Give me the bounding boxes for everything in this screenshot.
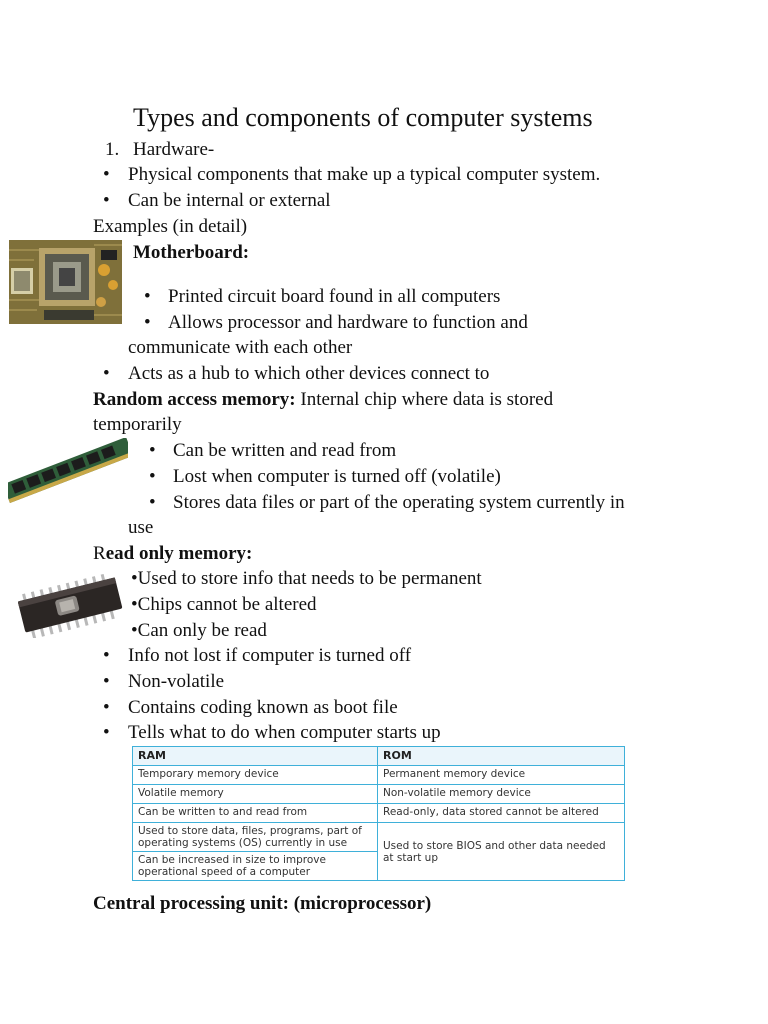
bullet: •	[103, 697, 110, 718]
table-cell: Temporary memory device	[133, 766, 378, 785]
list-item: Can be written and read from	[173, 440, 397, 461]
list-item: Allows processor and hardware to function and	[168, 312, 528, 333]
bullet: •	[103, 190, 110, 211]
table-cell: Read-only, data stored cannot be altered	[378, 804, 625, 823]
list-item: Physical components that make up a typical computer system.	[128, 164, 601, 185]
list-item: •Can only be read	[131, 620, 267, 641]
hardware-heading: Hardware-	[133, 139, 215, 160]
table-cell: Can be written to and read from	[133, 804, 378, 823]
table-row	[133, 785, 625, 804]
rom-heading: Read only memory:	[93, 543, 253, 564]
list-number: 1.	[105, 139, 120, 160]
motherboard-image	[9, 240, 122, 324]
list-item: Stores data files or part of the operating system currently in	[173, 492, 625, 513]
table-cell: Can be increased in size to improve operational speed of a computer	[133, 852, 378, 881]
bullet: •	[144, 312, 151, 333]
list-item: Info not lost if computer is turned off	[128, 645, 412, 666]
ram-heading: Random access memory: Internal chip where data is stored	[93, 389, 554, 410]
table-header-row	[133, 747, 625, 766]
list-item: Non-volatile	[128, 671, 225, 692]
bullet: •	[103, 722, 110, 743]
examples-label: Examples (in detail)	[93, 216, 248, 237]
table-header-ram: RAM	[133, 747, 378, 766]
table-cell: Used to store BIOS and other data needed at start up	[378, 823, 625, 881]
table-cell: Used to store data, files, programs, part of operating systems (OS) currently in use	[133, 823, 378, 852]
bullet: •	[103, 363, 110, 384]
list-item: Acts as a hub to which other devices connect to	[128, 363, 490, 384]
rom-chip-image	[18, 570, 130, 638]
table-cell: Volatile memory	[133, 785, 378, 804]
bullet: •	[103, 645, 110, 666]
ram-desc-continuation: temporarily	[93, 414, 182, 435]
list-item-continuation: use	[128, 517, 154, 538]
list-item: Can be internal or external	[128, 190, 331, 211]
cpu-heading: Central processing unit: (microprocessor)	[93, 893, 432, 914]
table-header-rom: ROM	[378, 747, 625, 766]
table-cell: Non-volatile memory device	[378, 785, 625, 804]
motherboard-heading: Motherboard:	[133, 242, 250, 263]
list-item-continuation: communicate with each other	[128, 337, 353, 358]
bullet: •	[103, 671, 110, 692]
list-item: •Used to store info that needs to be permanent	[131, 568, 482, 589]
bullet: •	[144, 286, 151, 307]
table-row	[133, 804, 625, 823]
list-item: Tells what to do when computer starts up	[128, 722, 441, 743]
list-item: Lost when computer is turned off (volatile)	[173, 466, 501, 487]
table-row	[133, 766, 625, 785]
table-cell: Permanent memory device	[378, 766, 625, 785]
list-item: Printed circuit board found in all computers	[168, 286, 501, 307]
list-item: •Chips cannot be altered	[131, 594, 317, 615]
page-title: Types and components of computer systems	[133, 103, 593, 132]
ram-rom-comparison-table	[132, 746, 625, 881]
ram-stick-image	[8, 438, 128, 503]
bullet: •	[149, 492, 156, 513]
table-row	[133, 823, 625, 852]
bullet: •	[149, 440, 156, 461]
bullet: •	[149, 466, 156, 487]
list-item: Contains coding known as boot file	[128, 697, 398, 718]
bullet: •	[103, 164, 110, 185]
